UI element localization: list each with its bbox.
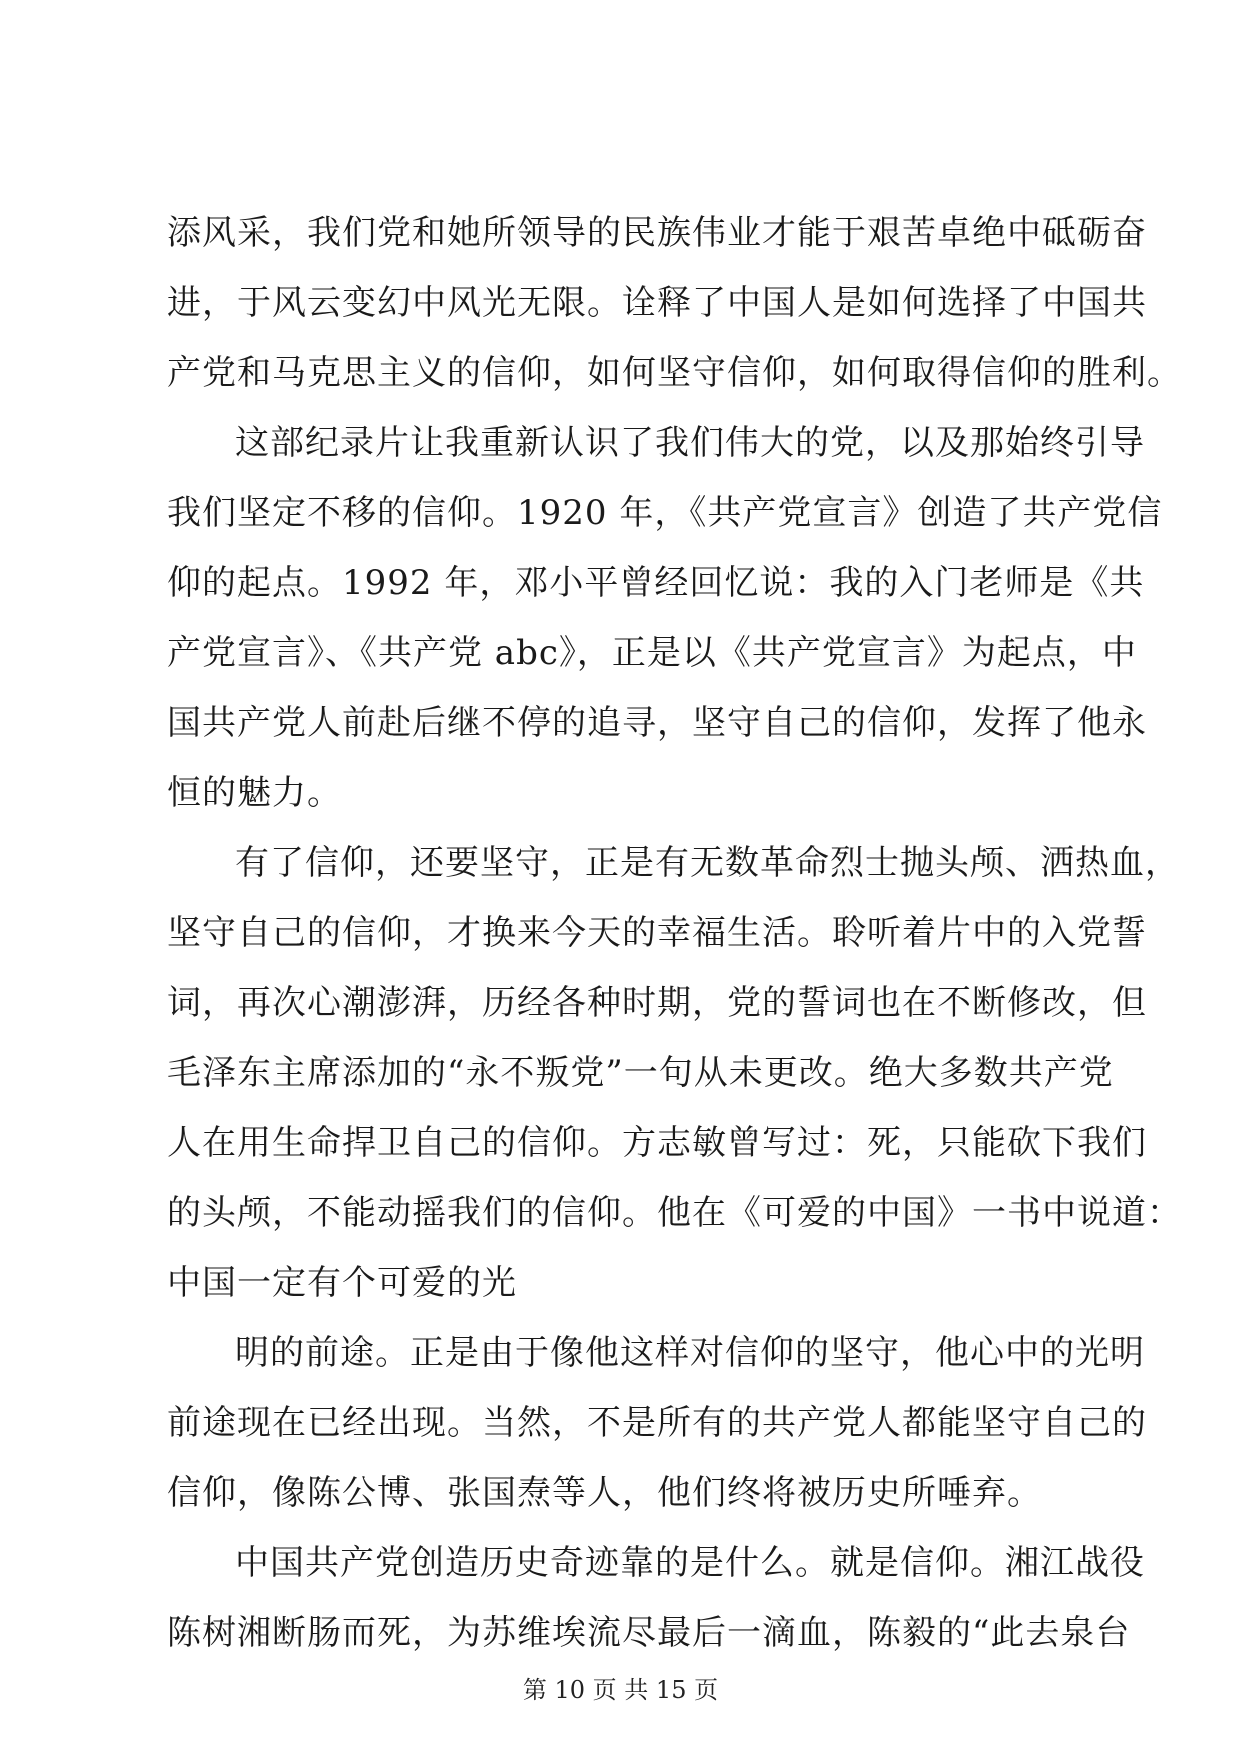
text-line: 国共产党人前赴后继不停的追寻，坚守自己的信仰，发挥了他永 [167,703,1147,743]
page-footer: 第 10 页 共 15 页 [522,1676,719,1704]
text-line: 我们坚定不移的信仰。1920 年，《共产党宣言》创造了共产党信 [167,493,1163,533]
text-line: 产党宣言》、《共产党 abc》，正是以《共产党宣言》为起点，中 [167,633,1137,673]
text-line: 添风采，我们党和她所领导的民族伟业才能于艰苦卓绝中砥砺奋 [167,213,1147,253]
text-line: 词，再次心潮澎湃，历经各种时期，党的誓词也在不断修改，但 [167,983,1147,1023]
text-line: 毛泽东主席添加的“永不叛党”一句从未更改。绝大多数共产党 [167,1053,1114,1093]
text-line: 产党和马克思主义的信仰，如何坚守信仰，如何取得信仰的胜利。 [167,353,1182,393]
paragraph-first-line: 明的前途。正是由于像他这样对信仰的坚守，他心中的光明 [235,1333,1145,1373]
text-line: 仰的起点。1992 年，邓小平曾经回忆说：我的入门老师是《共 [167,563,1145,603]
text-line: 进，于风云变幻中风光无限。诠释了中国人是如何选择了中国共 [167,283,1147,323]
text-line: 恒的魅力。 [167,773,342,813]
text-line: 中国一定有个可爱的光 [167,1263,517,1303]
paragraph-first-line: 有了信仰，还要坚守，正是有无数革命烈士抛头颅、洒热血， [235,843,1180,883]
paragraph-first-line: 这部纪录片让我重新认识了我们伟大的党，以及那始终引导 [235,423,1145,463]
text-line: 信仰，像陈公博、张国焘等人，他们终将被历史所唾弃。 [167,1473,1042,1513]
text-line: 坚守自己的信仰，才换来今天的幸福生活。聆听着片中的入党誓 [167,913,1147,953]
text-line: 陈树湘断肠而死，为苏维埃流尽最后一滴血，陈毅的“此去泉台 [167,1613,1131,1653]
text-line: 的头颅，不能动摇我们的信仰。他在《可爱的中国》一书中说道： [167,1193,1182,1233]
paragraph-first-line: 中国共产党创造历史奇迹靠的是什么。就是信仰。湘江战役 [235,1543,1145,1583]
text-line: 人在用生命捍卫自己的信仰。方志敏曾写过：死，只能砍下我们 [167,1123,1147,1163]
text-line: 前途现在已经出现。当然，不是所有的共产党人都能坚守自己的 [167,1403,1147,1443]
